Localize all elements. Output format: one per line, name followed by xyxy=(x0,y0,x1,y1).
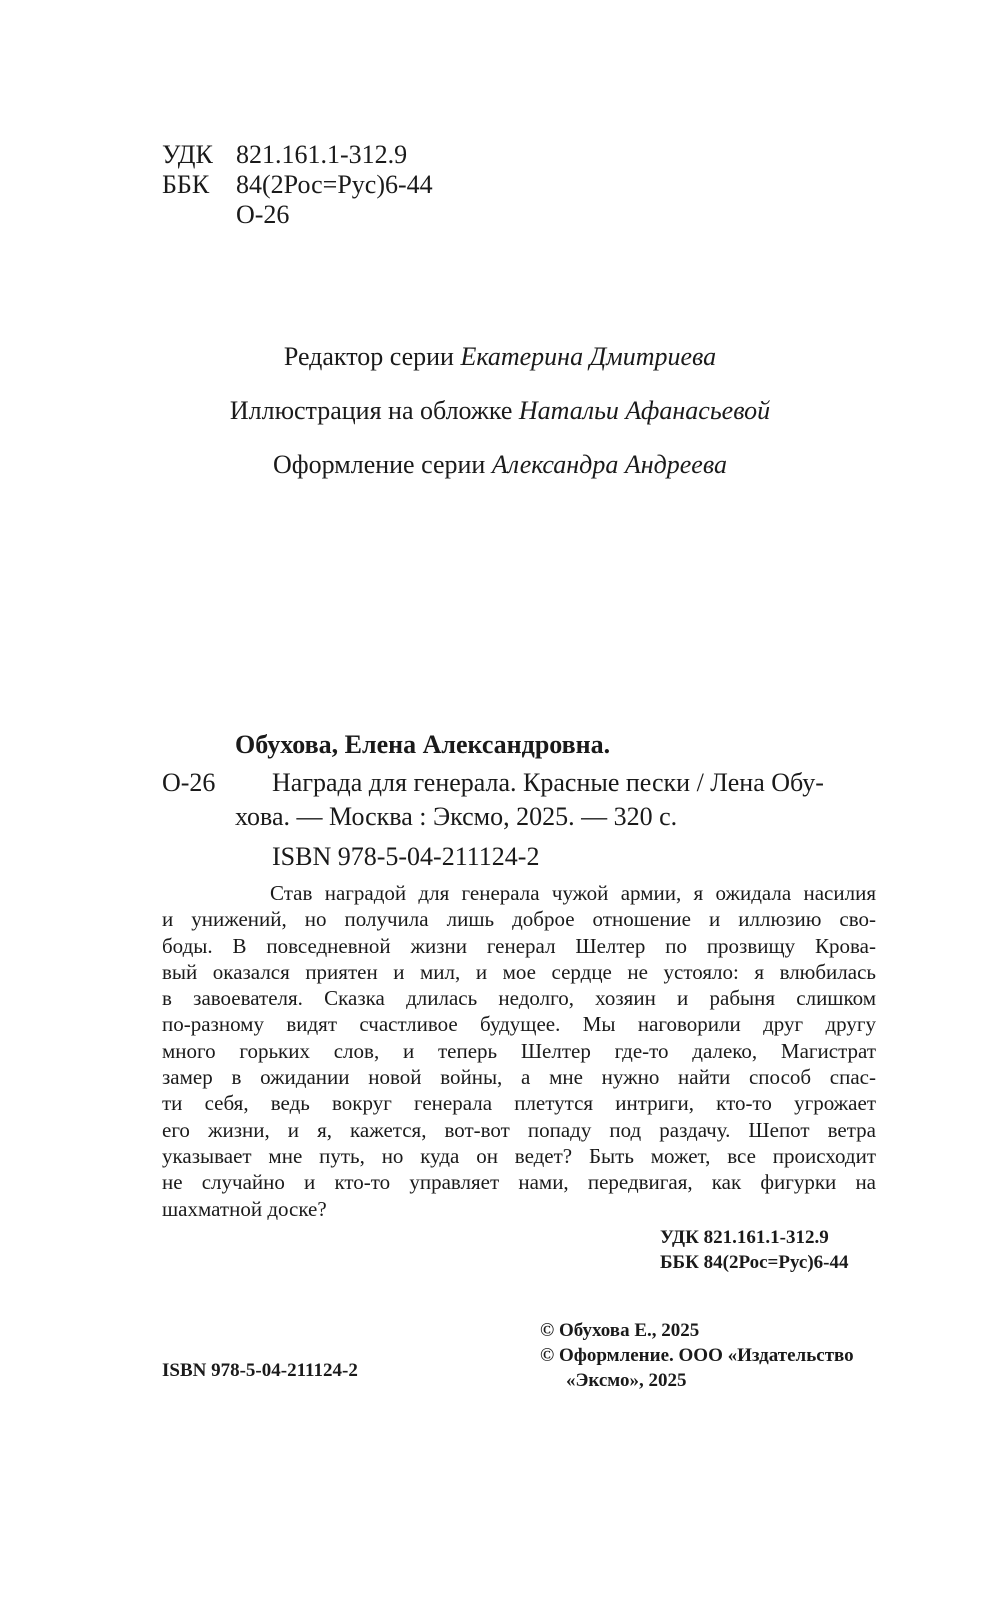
credit-editor xyxy=(0,342,1000,372)
credit-name: Екатерина Дмитриева xyxy=(460,342,717,371)
credit-illustration xyxy=(0,396,1000,426)
bibliography-line1: Награда для генерала. Красные пески / Лена Обу- xyxy=(272,768,824,797)
annotation-line: боды. В повседневной жизни генерал Шелтер по прозвищу Крова- xyxy=(162,933,876,958)
credit-name: Александра Андреева xyxy=(491,450,727,479)
bbk-value: 84(2Рос=Рус)6-44 xyxy=(236,170,433,199)
copyright-line: © Обухова Е., 2025 xyxy=(540,1320,700,1341)
bibliography-isbn: ISBN 978-5-04-211124-2 xyxy=(272,842,540,871)
author-sign-line xyxy=(162,200,433,230)
copyright-line: © Оформление. ООО «Издательство xyxy=(540,1345,854,1366)
copyright-block xyxy=(540,1318,854,1393)
codes-block xyxy=(660,1225,848,1275)
annotation-line: указывает мне путь, но куда он ведет? Быть может, все происходит xyxy=(162,1143,876,1168)
credit-role: Редактор серии xyxy=(283,342,454,371)
bibliography-author: Обухова, Елена Александровна. xyxy=(235,730,611,759)
credit-role: Иллюстрация на обложке xyxy=(229,396,513,425)
bibliography-sign: О-26 xyxy=(162,768,216,797)
bbk-label: ББК xyxy=(162,170,210,199)
annotation-line: много горьких слов, и теперь Шелтер где-то далеко, Магистрат xyxy=(162,1038,876,1063)
credit-design xyxy=(0,450,1000,480)
annotation-line: вый оказался приятен и мил, и мое сердце не устояло: я влюбилась xyxy=(162,959,876,984)
annotation-line: не случайно и кто-то управляет нами, передвигая, как фигурки на xyxy=(162,1170,876,1195)
isbn-bottom: ISBN 978-5-04-211124-2 xyxy=(162,1360,358,1381)
udk-code: УДК 821.161.1-312.9 xyxy=(660,1227,829,1248)
annotation-line: замер в ожидании новой войны, а мне нужно найти способ спас- xyxy=(162,1065,876,1090)
copyright-line: «Эксмо», 2025 xyxy=(566,1370,687,1391)
annotation-line: в завоевателя. Сказка длилась недолго, хозяин и рабыня слишком xyxy=(162,986,876,1011)
bibliography-line2: хова. — Москва : Эксмо, 2025. — 320 с. xyxy=(235,802,678,831)
udk-value: 821.161.1-312.9 xyxy=(236,140,408,169)
annotation-line: и унижений, но получила лишь доброе отношение и иллюзию сво- xyxy=(162,907,876,932)
credit-role: Оформление серии xyxy=(273,450,486,479)
udk-label: УДК xyxy=(162,140,213,169)
udk-line xyxy=(162,140,433,170)
bbk-line xyxy=(162,170,433,200)
annotation-line: ти себя, ведь вокруг генерала плетутся интриги, кто-то угрожает xyxy=(162,1091,876,1116)
annotation-line: по-разному видят счастливое будущее. Мы наговорили друг другу xyxy=(162,1012,876,1037)
classification-block xyxy=(162,140,433,230)
bbk-code: ББК 84(2Рос=Рус)6-44 xyxy=(660,1252,849,1273)
annotation-line: шахматной доске? xyxy=(162,1196,327,1221)
annotation-line: его жизни, и я, кажется, вот-вот попаду под раздачу. Шепот ветра xyxy=(162,1117,876,1142)
author-sign: О-26 xyxy=(236,200,290,229)
annotation-line: Став наградой для генерала чужой армии, я ожидала насилия xyxy=(270,881,876,905)
annotation xyxy=(162,880,876,1222)
credit-name: Натальи Афанасьевой xyxy=(518,396,771,425)
